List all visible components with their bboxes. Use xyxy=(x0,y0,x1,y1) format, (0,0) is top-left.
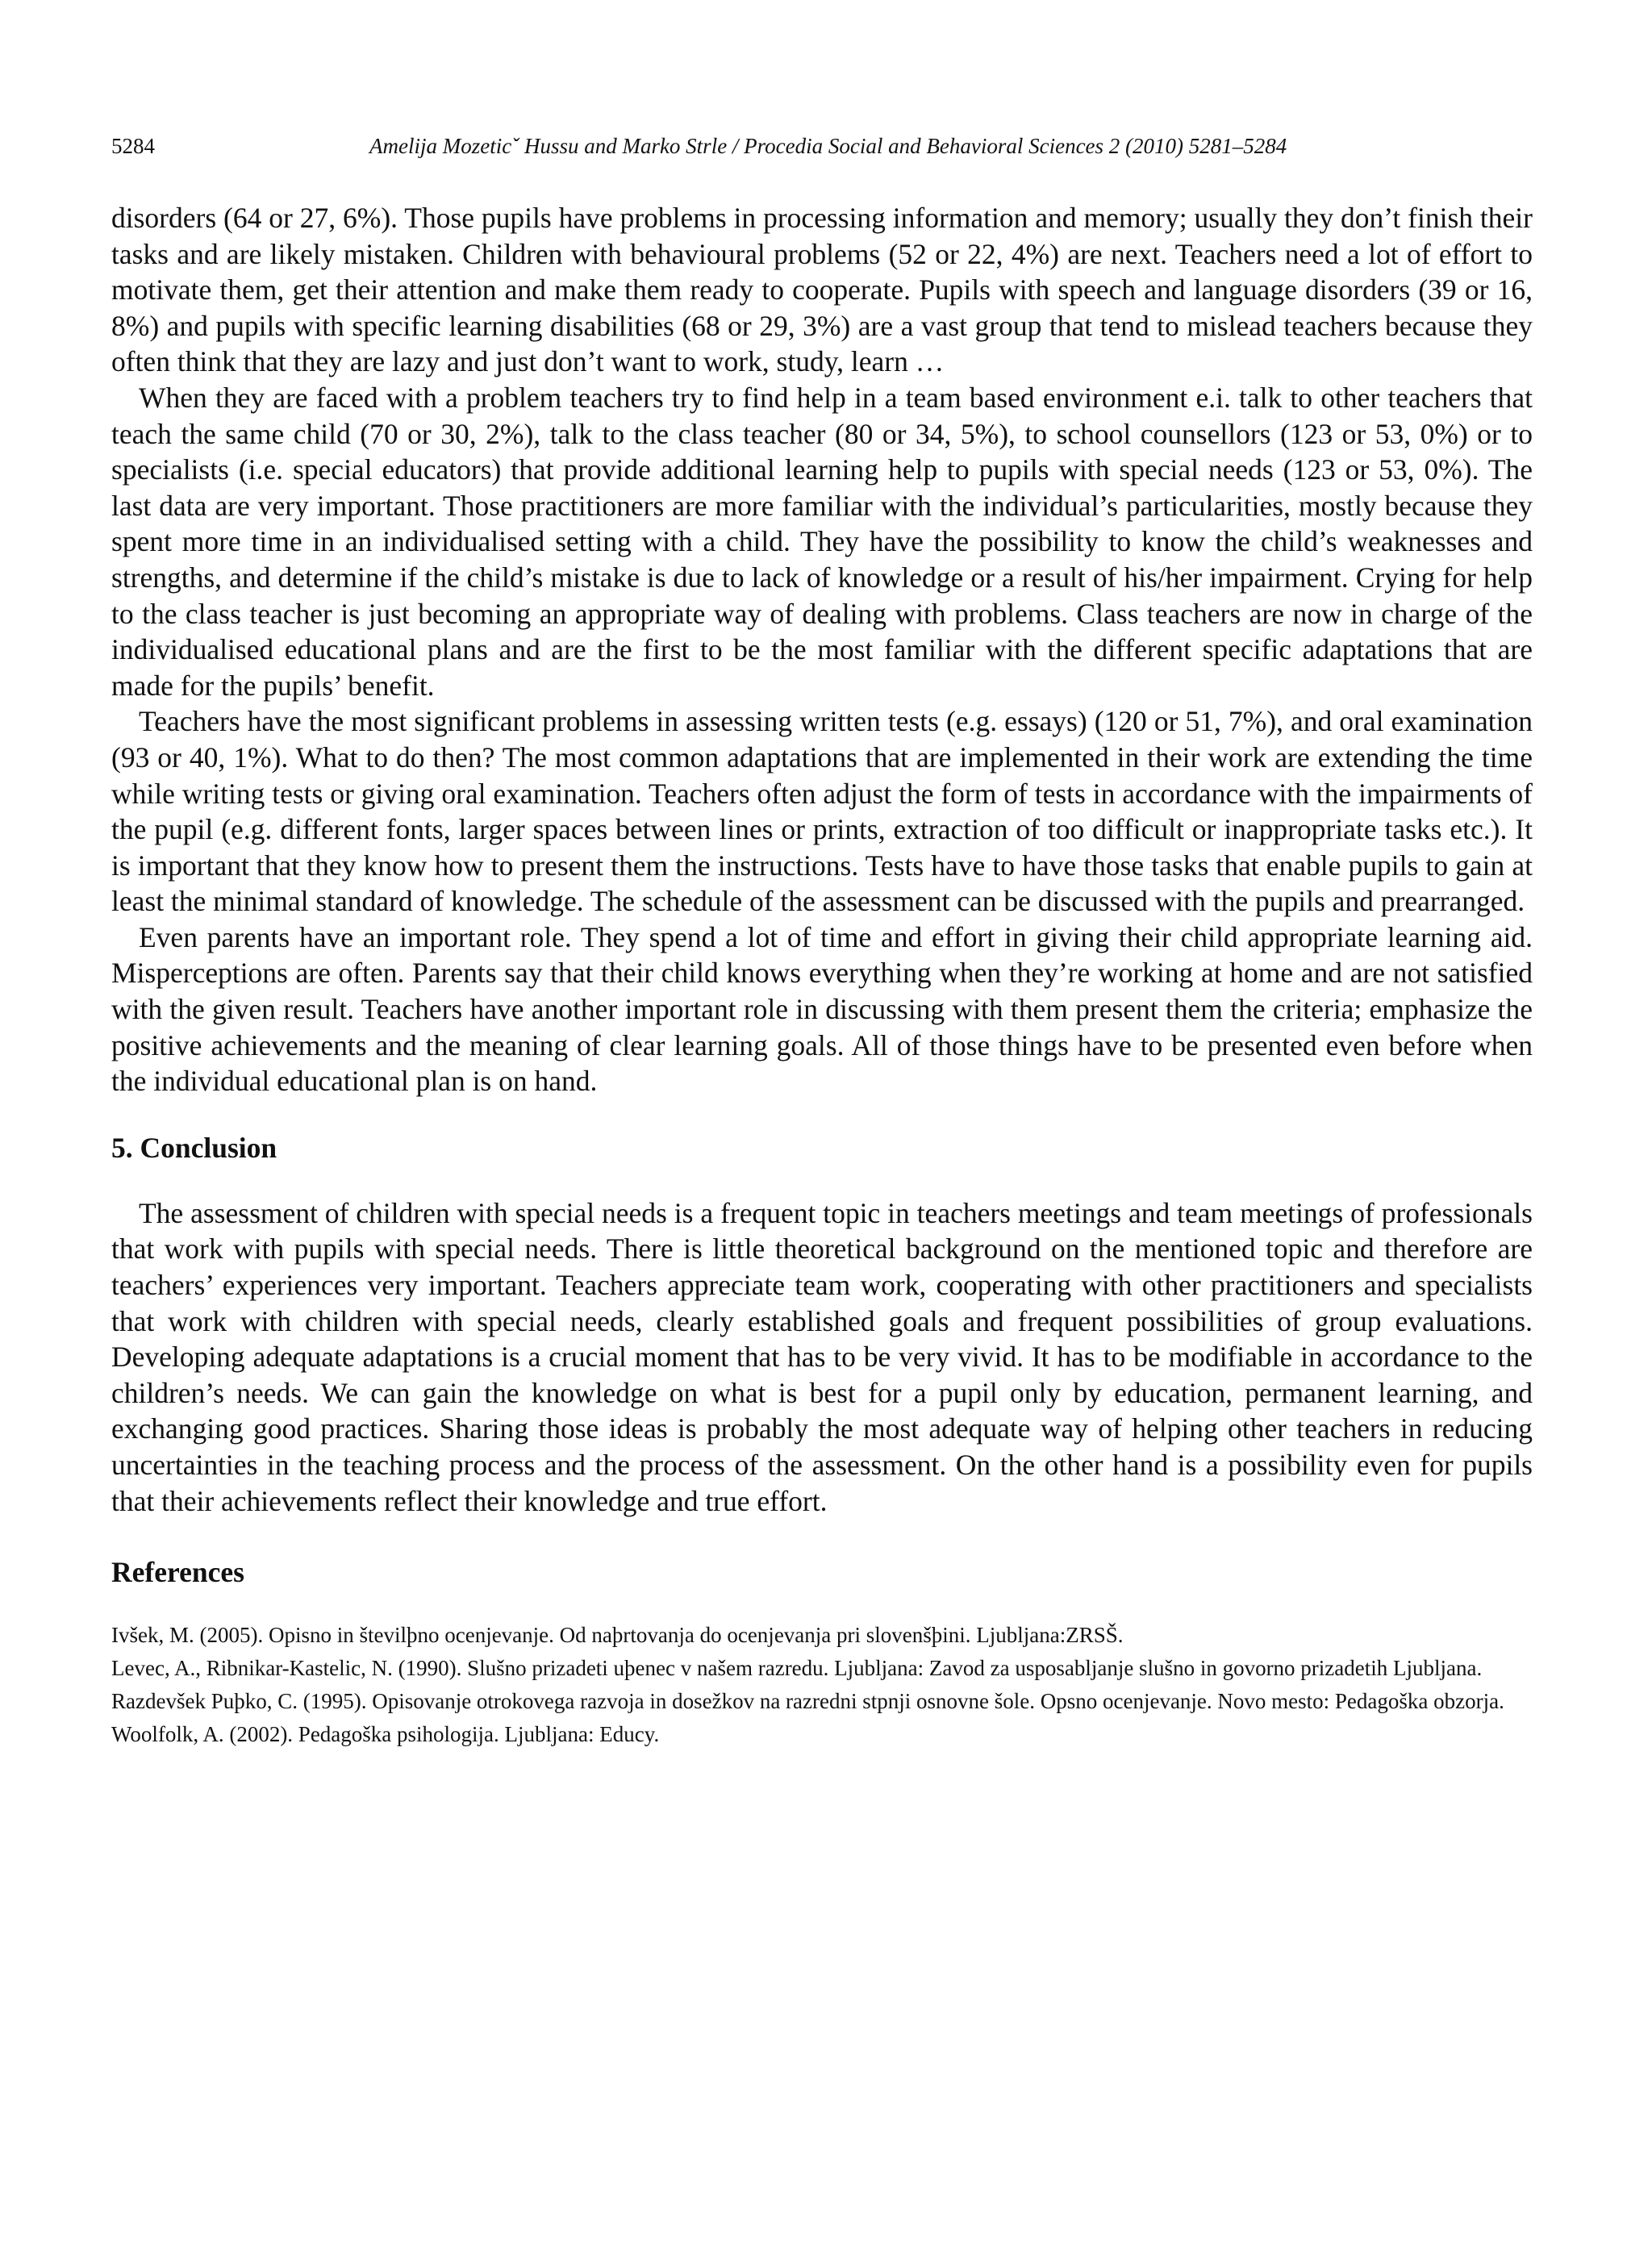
body-paragraph: When they are faced with a problem teachers try to find help in a team based environment e.i. talk to other teachers that teach the same child (70 or 30, 2%), talk to the class teacher (80 or 34, 5%), to school counsellors (123 or 53, 0%) or to specialists (i.e. special educators) that provide additional learning help to pupils with special needs (123 or 53, 0%). The last data are very important. Those practitioners are more familiar with the individual’s particularities, mostly because they spent more time in an individualised setting with a child. They have the possibility to know the child’s weaknesses and strengths, and determine if the child’s mistake is due to lack of knowledge or a result of his/her impairment. Crying for help to the class teacher is just becoming an appropriate way of dealing with problems. Class teachers are now in charge of the individualised educational plans and are the first to be the most familiar with the different specific adaptations that are made for the pupils’ benefit. xyxy=(111,381,1533,702)
conclusion-heading: 5. Conclusion xyxy=(111,1131,277,1164)
reference-item: Razdevšek Puþko, C. (1995). Opisovanje otrokovega razvoja in dosežkov na razredni stpnji osnovne šole. Opsno ocenjevanje. Novo mesto: Pedagoška obzorja. xyxy=(111,1689,1504,1714)
page-number: 5284 xyxy=(111,134,155,158)
running-header xyxy=(111,134,1541,166)
reference-item: Levec, A., Ribnikar-Kastelic, N. (1990). Slušno prizadeti uþenec v našem razredu. Ljubljana: Zavod za usposabljanje slušno in govorno prizadetih Ljubljana. xyxy=(111,1656,1483,1681)
references-heading: References xyxy=(111,1556,244,1589)
body-paragraph: Even parents have an important role. They spend a lot of time and effort in giving their child appropriate learning aid. Misperceptions are often. Parents say that their child knows everything when they’re working at home and are not satisfied with the given result. Teachers have another important role in discussing with them present them the criteria; emphasize the positive achievements and the meaning of clear learning goals. All of those things have to be presented even before when the individual educational plan is on hand. xyxy=(111,920,1533,1098)
reference-item: Ivšek, M. (2005). Opisno in številþno ocenjevanje. Od naþrtovanja do ocenjevanja pri slovenšþini. Ljubljana:ZRSŠ. xyxy=(111,1623,1124,1648)
running-title: Amelija Mozeticˇ Hussu and Marko Strle / Procedia Social and Behavioral Sciences 2 (2010) 5281–5284 xyxy=(369,134,1287,158)
main-content xyxy=(111,200,1533,1754)
reference-item: Woolfolk, A. (2002). Pedagoška psihologija. Ljubljana: Educy. xyxy=(111,1722,660,1747)
conclusion-paragraph: The assessment of children with special needs is a frequent topic in teachers meetings and team meetings of professionals that work with pupils with special needs. There is little theoretical background on the mentioned topic and therefore are teachers’ experiences very important. Teachers appreciate team work, cooperating with other practitioners and specialists that work with children with special needs, clearly established goals and frequent possibilities of group evaluations. Developing adequate adaptations is a crucial moment that has to be very vivid. It has to be modifiable in accordance to the children’s needs. We can gain the knowledge on what is best for a pupil only by education, permanent learning, and exchanging good practices. Sharing those ideas is probably the most adequate way of helping other teachers in reducing uncertainties in the teaching process and the process of the assessment. On the other hand is a possibility even for pupils that their achievements reflect their knowledge and true effort. xyxy=(111,1196,1533,1517)
body-paragraph: disorders (64 or 27, 6%). Those pupils have problems in processing information and memory; usually they don’t finish their tasks and are likely mistaken. Children with behavioural problems (52 or 22, 4%) are next. Teachers need a lot of effort to motivate them, get their attention and make them ready to cooperate. Pupils with speech and language disorders (39 or 16, 8%) and pupils with specific learning disabilities (68 or 29, 3%) are a vast group that tend to mislead teachers because they often think that they are lazy and just don’t want to work, study, learn … xyxy=(111,202,1533,378)
body-paragraph: Teachers have the most significant problems in assessing written tests (e.g. essays) (120 or 51, 7%), and oral examination (93 or 40, 1%). What to do then? The most common adaptations that are implemented in their work are extending the time while writing tests or giving oral examination. Teachers often adjust the form of tests in accordance with the impairments of the pupil (e.g. different fonts, larger spaces between lines or prints, extraction of too difficult or inappropriate tasks etc.). It is important that they know how to present them the instructions. Tests have to have those tasks that enable pupils to gain at least the minimal standard of knowledge. The schedule of the assessment can be discussed with the pupils and prearranged. xyxy=(111,705,1533,918)
references-list xyxy=(111,1622,1533,1747)
